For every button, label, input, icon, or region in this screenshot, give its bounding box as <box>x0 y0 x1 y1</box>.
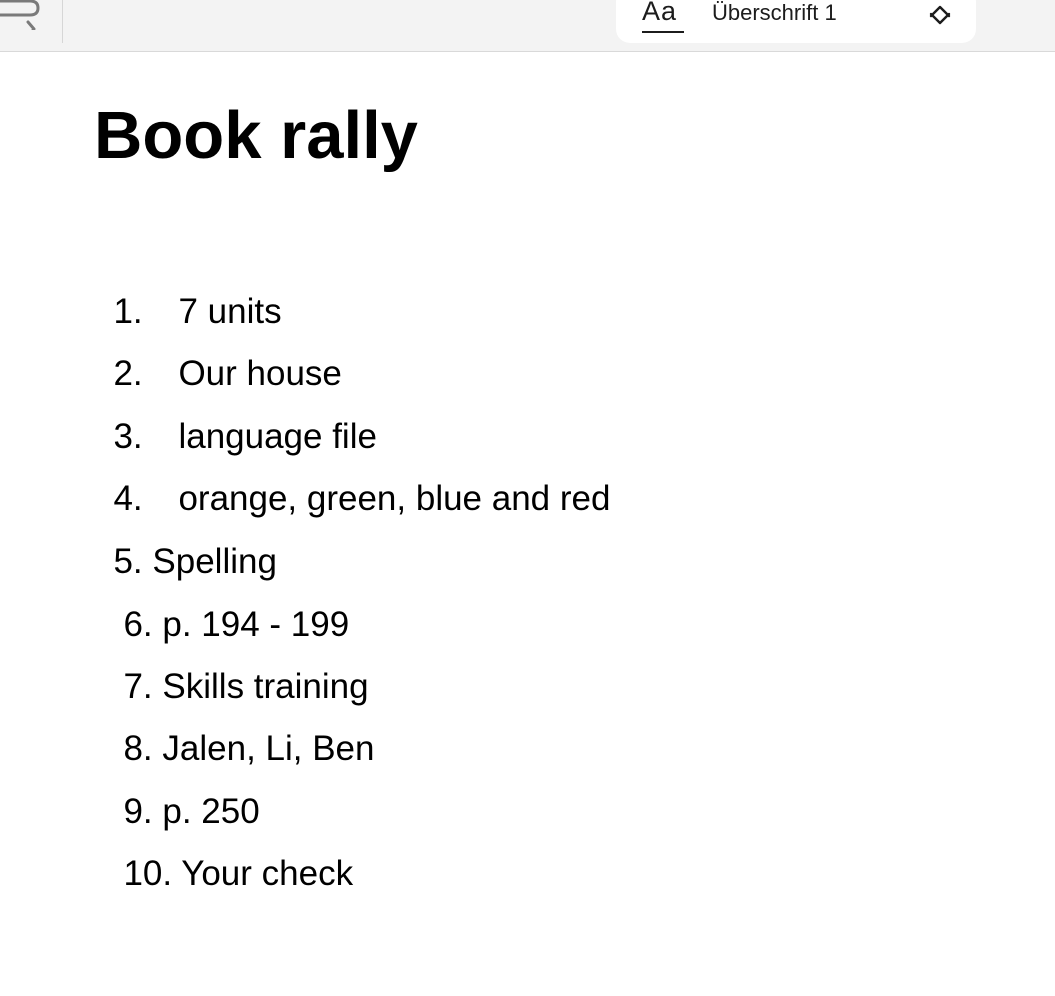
document-title[interactable]: Book rally <box>94 98 418 173</box>
toolbar-divider <box>62 0 63 43</box>
paragraph-style-label: Überschrift 1 <box>712 0 837 25</box>
list-item-number: 6. <box>123 605 153 644</box>
redo-icon <box>0 0 46 30</box>
redo-button[interactable] <box>0 0 46 30</box>
list-item-number: 8. <box>123 729 153 768</box>
list-item-text: 7 units <box>178 292 282 331</box>
paragraph-style-picker[interactable] <box>616 0 976 43</box>
list-item[interactable] <box>104 814 353 894</box>
list-item-number: 9. <box>123 792 153 831</box>
list-item-text: Spelling <box>152 542 277 581</box>
list-item-number: 7. <box>123 667 153 706</box>
list-item-text: p. 194 - 199 <box>162 605 350 644</box>
list-item-text: Jalen, Li, Ben <box>162 729 375 768</box>
chevron-up-down-icon <box>928 0 952 32</box>
list-item-text: language file <box>178 417 377 456</box>
list-item-number: 10. <box>123 854 173 893</box>
toolbar <box>0 0 1055 52</box>
text-style-icon-glyph: Aa <box>642 0 678 26</box>
list-item-number: 1. <box>113 292 143 331</box>
list-item-text: Skills training <box>162 667 369 706</box>
list-item-number: 5. <box>113 542 143 581</box>
list-item-number: 4. <box>113 479 143 518</box>
list-item-text: Our house <box>178 354 342 393</box>
list-item-number: 2. <box>113 354 143 393</box>
list-item-number: 3. <box>113 417 143 456</box>
list-item-text: orange, green, blue and red <box>178 479 611 518</box>
list-item-text: Your check <box>181 854 354 893</box>
list-item-text: p. 250 <box>162 792 260 831</box>
text-style-icon <box>642 0 684 26</box>
text-style-icon-underline <box>642 31 684 33</box>
